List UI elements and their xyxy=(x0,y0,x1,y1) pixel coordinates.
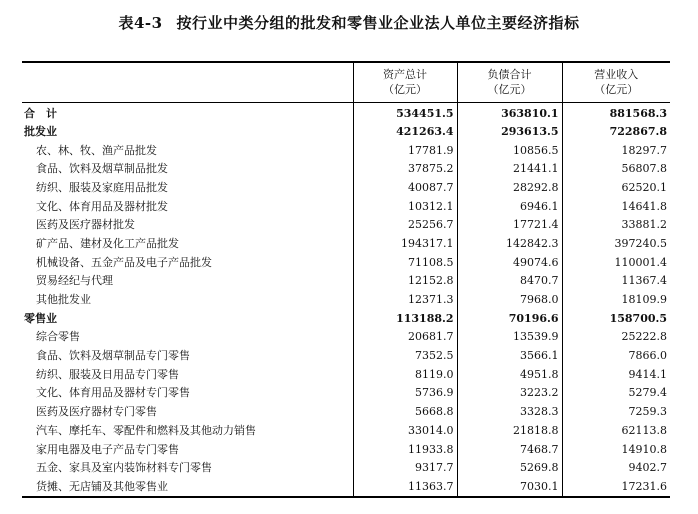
row-total-assets: 25256.7 xyxy=(353,216,457,235)
row-operating-revenue: 33881.2 xyxy=(562,216,670,235)
row-total-liabilities: 28292.8 xyxy=(457,179,562,198)
header-total-assets-unit: （亿元） xyxy=(383,83,427,97)
row-total-assets: 5668.8 xyxy=(353,403,457,422)
row-operating-revenue: 62520.1 xyxy=(562,179,670,198)
row-total-assets: 40087.7 xyxy=(353,179,457,198)
row-total-liabilities: 17721.4 xyxy=(457,216,562,235)
row-total-liabilities: 21818.8 xyxy=(457,422,562,441)
row-industry-label: 食品、饮料及烟草制品批发 xyxy=(36,162,168,176)
row-industry-label: 贸易经纪与代理 xyxy=(36,274,113,288)
table-row xyxy=(22,179,670,198)
row-total-assets: 8119.0 xyxy=(353,365,457,384)
table-row xyxy=(22,440,670,459)
row-operating-revenue: 110001.4 xyxy=(562,253,670,272)
row-operating-revenue: 397240.5 xyxy=(562,235,670,254)
row-total-assets: 11363.7 xyxy=(353,478,457,497)
row-operating-revenue: 25222.8 xyxy=(562,328,670,347)
table-row xyxy=(22,403,670,422)
row-total-liabilities: 363810.1 xyxy=(457,102,562,123)
row-industry-label: 机械设备、五金产品及电子产品批发 xyxy=(36,255,212,269)
row-total-liabilities: 293613.5 xyxy=(457,123,562,142)
row-operating-revenue: 7866.0 xyxy=(562,347,670,366)
table-row xyxy=(22,422,670,441)
row-industry-label: 食品、饮料及烟草制品专门零售 xyxy=(36,349,190,363)
table-row xyxy=(22,197,670,216)
row-operating-revenue: 881568.3 xyxy=(562,102,670,123)
row-total-assets: 9317.7 xyxy=(353,459,457,478)
table-row xyxy=(22,309,670,328)
table-body xyxy=(22,102,670,497)
row-industry-label: 文化、体育用品及器材批发 xyxy=(36,199,168,213)
row-industry-label: 批发业 xyxy=(24,124,57,138)
row-industry-label: 农、林、牧、渔产品批发 xyxy=(36,143,157,157)
row-total-liabilities: 70196.6 xyxy=(457,309,562,328)
header-total-liabilities-label: 负债合计 xyxy=(487,68,532,82)
row-total-assets: 113188.2 xyxy=(353,309,457,328)
header-total-assets xyxy=(353,62,457,102)
row-total-assets: 11933.8 xyxy=(353,440,457,459)
row-total-assets: 534451.5 xyxy=(353,102,457,123)
row-total-assets: 17781.9 xyxy=(353,141,457,160)
row-total-liabilities: 3223.2 xyxy=(457,384,562,403)
row-total-assets: 12152.8 xyxy=(353,272,457,291)
row-total-liabilities: 7968.0 xyxy=(457,291,562,310)
row-total-liabilities: 4951.8 xyxy=(457,365,562,384)
row-industry-label: 其他批发业 xyxy=(36,293,91,307)
table-row xyxy=(22,365,670,384)
row-operating-revenue: 18297.7 xyxy=(562,141,670,160)
row-total-liabilities: 10856.5 xyxy=(457,141,562,160)
table-row xyxy=(22,347,670,366)
row-operating-revenue: 14910.8 xyxy=(562,440,670,459)
row-total-liabilities: 3566.1 xyxy=(457,347,562,366)
row-operating-revenue: 62113.8 xyxy=(562,422,670,441)
row-total-liabilities: 13539.9 xyxy=(457,328,562,347)
row-total-liabilities: 5269.8 xyxy=(457,459,562,478)
row-operating-revenue: 17231.6 xyxy=(562,478,670,497)
row-industry-label: 纺织、服装及日用品专门零售 xyxy=(36,367,179,381)
table-row xyxy=(22,141,670,160)
row-total-liabilities: 49074.6 xyxy=(457,253,562,272)
row-industry-label: 矿产品、建材及化工产品批发 xyxy=(36,236,179,250)
table-header xyxy=(22,62,670,102)
table-title-text: 按行业中类分组的批发和零售业企业法人单位主要经济指标 xyxy=(176,14,580,32)
table-row xyxy=(22,235,670,254)
row-industry-label: 综合零售 xyxy=(36,330,80,344)
row-operating-revenue: 722867.8 xyxy=(562,123,670,142)
row-operating-revenue: 56807.8 xyxy=(562,160,670,179)
row-total-assets: 71108.5 xyxy=(353,253,457,272)
table-title xyxy=(0,12,698,33)
row-total-liabilities: 8470.7 xyxy=(457,272,562,291)
table-number: 表4-3 xyxy=(118,14,163,32)
row-industry-label: 汽车、摩托车、零配件和燃料及其他动力销售 xyxy=(36,423,256,437)
economic-indicators-table xyxy=(22,61,670,498)
row-total-assets: 37875.2 xyxy=(353,160,457,179)
row-industry-label: 纺织、服装及家庭用品批发 xyxy=(36,180,168,194)
row-total-assets: 12371.3 xyxy=(353,291,457,310)
row-operating-revenue: 5279.4 xyxy=(562,384,670,403)
row-operating-revenue: 158700.5 xyxy=(562,309,670,328)
header-row xyxy=(22,62,670,102)
row-industry-label: 家用电器及电子产品专门零售 xyxy=(36,442,179,456)
row-total-assets: 10312.1 xyxy=(353,197,457,216)
row-total-liabilities: 7030.1 xyxy=(457,478,562,497)
row-industry-label: 货摊、无店铺及其他零售业 xyxy=(22,478,353,497)
row-operating-revenue: 9402.7 xyxy=(562,459,670,478)
header-operating-revenue-unit: （亿元） xyxy=(594,83,639,97)
row-operating-revenue: 9414.1 xyxy=(562,365,670,384)
table-row xyxy=(22,253,670,272)
table-row xyxy=(22,328,670,347)
row-industry-label: 医药及医疗器材专门零售 xyxy=(36,405,157,419)
table-row xyxy=(22,160,670,179)
row-total-liabilities: 7468.7 xyxy=(457,440,562,459)
row-total-assets: 5736.9 xyxy=(353,384,457,403)
table-row xyxy=(22,272,670,291)
row-industry-label: 文化、体育用品及器材专门零售 xyxy=(36,386,190,400)
row-total-assets: 421263.4 xyxy=(353,123,457,142)
row-industry-label: 合 计 xyxy=(24,106,57,120)
row-total-liabilities: 3328.3 xyxy=(457,403,562,422)
header-total-assets-label: 资产总计 xyxy=(383,68,427,82)
row-operating-revenue: 7259.3 xyxy=(562,403,670,422)
row-operating-revenue: 14641.8 xyxy=(562,197,670,216)
row-total-liabilities: 6946.1 xyxy=(457,197,562,216)
header-total-liabilities xyxy=(457,62,562,102)
row-industry-label: 零售业 xyxy=(24,311,57,325)
row-industry-label: 五金、家具及室内装饰材料专门零售 xyxy=(36,461,212,475)
table-row xyxy=(22,478,670,497)
header-total-liabilities-unit: （亿元） xyxy=(487,83,532,97)
table-row xyxy=(22,216,670,235)
row-total-assets: 7352.5 xyxy=(353,347,457,366)
row-industry-label: 医药及医疗器材批发 xyxy=(36,218,135,232)
table-row xyxy=(22,102,670,123)
table-row xyxy=(22,384,670,403)
row-operating-revenue: 11367.4 xyxy=(562,272,670,291)
row-total-liabilities: 21441.1 xyxy=(457,160,562,179)
row-total-assets: 33014.0 xyxy=(353,422,457,441)
row-total-liabilities: 142842.3 xyxy=(457,235,562,254)
header-operating-revenue-label: 营业收入 xyxy=(594,68,639,82)
row-total-assets: 20681.7 xyxy=(353,328,457,347)
table-row xyxy=(22,291,670,310)
table-row xyxy=(22,123,670,142)
row-total-assets: 194317.1 xyxy=(353,235,457,254)
row-operating-revenue: 18109.9 xyxy=(562,291,670,310)
table-row xyxy=(22,459,670,478)
header-operating-revenue xyxy=(562,62,670,102)
header-industry xyxy=(22,62,353,102)
